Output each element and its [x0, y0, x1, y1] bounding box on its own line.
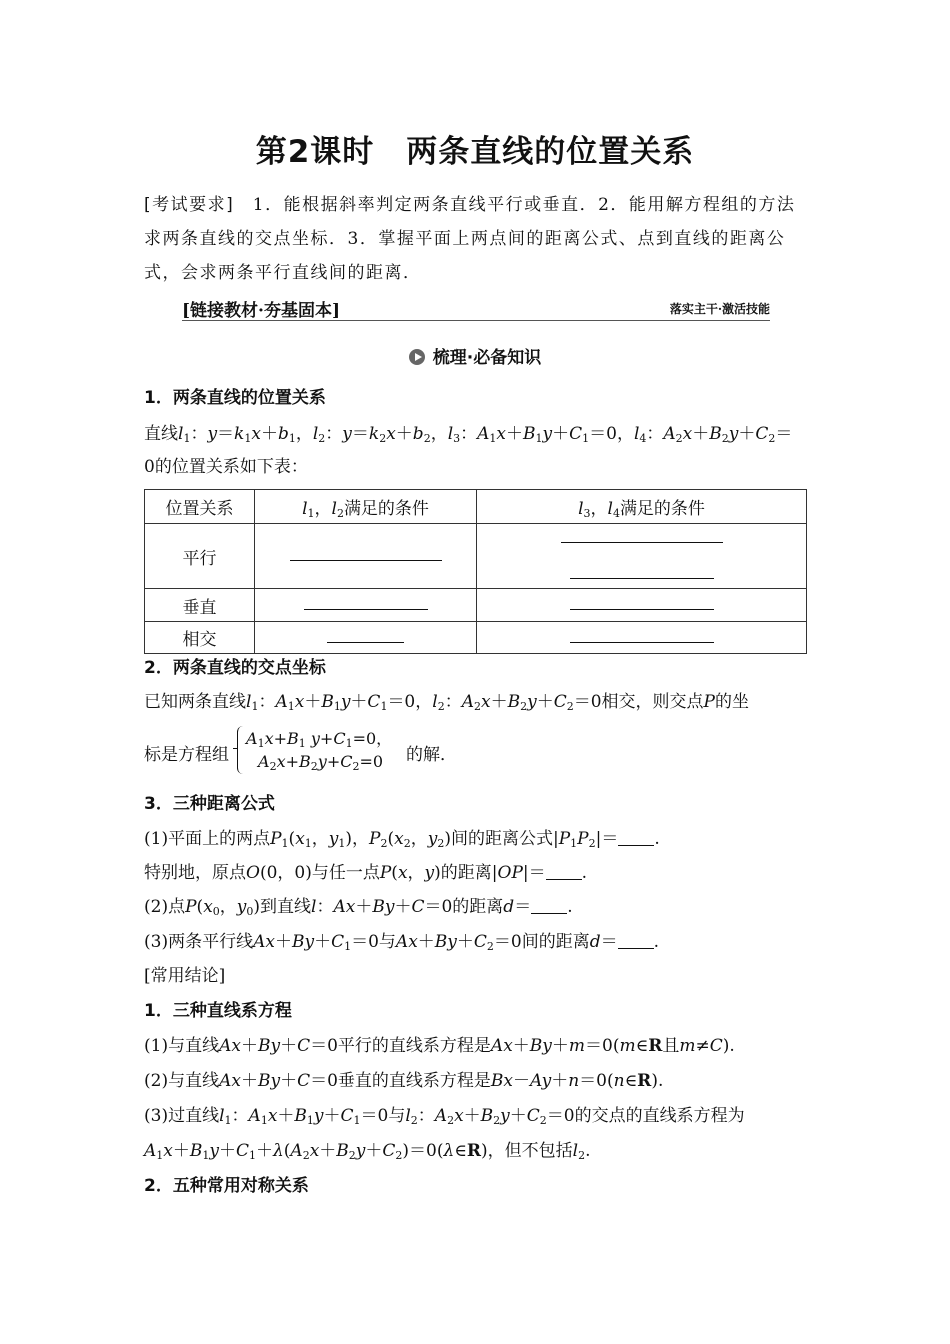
answer-blank[interactable] [290, 559, 442, 561]
table-header-row [145, 490, 807, 524]
table-row [145, 589, 807, 622]
table-row [145, 622, 807, 654]
conclusions-heading-2: 2．五种常用对称关系 [144, 1176, 309, 1196]
system-lead: 标是方程组 [144, 745, 229, 765]
distance-item-3: (3)两条平行线$Ax+By+C_1=0$与$Ax+By+C_2=0$间的距离d＝ . [144, 932, 660, 953]
answer-blank[interactable] [531, 899, 567, 914]
conclusion-item-3b: $A_1x+B_1y+C_1+\lambda(A_2x+B_2y+C_2)=0(\lambda\in R)$，但不包括$l_2$. [144, 1141, 591, 1162]
conclusion-item-2: (2)与直线Ax＋By＋C＝0垂直的直线系方程是Bx－Ay＋n＝0(n∈R). [144, 1071, 664, 1091]
left-brace [237, 726, 244, 774]
answer-blank[interactable] [546, 865, 582, 880]
row-label: 相交 [145, 622, 255, 654]
table-header: $l_3$，$l_4$满足的条件 [477, 490, 807, 524]
table-header: 位置关系 [145, 490, 255, 524]
section1-heading: 1．两条直线的位置关系 [144, 388, 326, 408]
equation-1: $A_1x+B_1$ $y+C_1=0$， [246, 729, 393, 750]
subheading-text: 梳理·必备知识 [432, 348, 542, 368]
answer-blank[interactable] [570, 608, 714, 610]
answer-cell [477, 524, 807, 589]
page-title: 第2课时 两条直线的位置关系 [255, 134, 695, 170]
answer-blank[interactable] [570, 641, 714, 643]
section1-line1: 直线$l_1$：$y=k_1x+b_1$，$l_2$：$y=k_2x+b_2$，$l_3$：$A_1x+B_1y+C_1=0$，$l_4$：$A_2x+B_2y+C_2=$ [144, 424, 793, 445]
answer-cell [477, 622, 807, 654]
answer-blank[interactable] [618, 934, 654, 949]
conclusions-heading-1: 1．三种直线系方程 [144, 1001, 292, 1021]
table-row [145, 524, 807, 589]
conclusion-item-1: (1)与直线Ax＋By＋C＝0平行的直线系方程是Ax＋By＋m＝0(m∈R且m≠C). [144, 1036, 735, 1056]
section1-line2: 0的位置关系如下表： [144, 457, 308, 477]
equation-2: $A_2x+B_2y+C_2=0$ [258, 752, 384, 773]
row-label: 垂直 [145, 589, 255, 622]
answer-cell [255, 589, 477, 622]
table-header: $l_1$，$l_2$满足的条件 [255, 490, 477, 524]
exam-requirements [144, 188, 808, 290]
row-label: 平行 [145, 524, 255, 589]
answer-blank[interactable] [327, 641, 404, 643]
answer-blank[interactable] [304, 608, 428, 610]
play-circle-icon [409, 349, 425, 365]
banner-title: [链接教材·夯基固本] [182, 301, 341, 321]
requirements-label: [考试要求] [144, 195, 235, 215]
requirements-text: 1．能根据斜率判定两条直线平行或垂直．2．能用解方程组的方法求两条直线的交点坐标．3．掌握平面上两点间的距离公式、点到直线的距离公式，会求两条平行直线间的距离． [144, 195, 796, 283]
distance-item-2: (2)点$P(x_0$，$y_0$)到直线l：Ax＋By＋C＝0的距离d＝ . [144, 897, 573, 918]
conclusions-label: [常用结论] [144, 966, 226, 986]
section3-heading: 3．三种距离公式 [144, 794, 275, 814]
answer-cell [477, 589, 807, 622]
subheading [0, 343, 950, 368]
banner-subtitle: 落实主干·激活技能 [669, 302, 770, 316]
conclusion-item-3: (3)过直线$l_1$：$A_1x+B_1y+C_1=0$与$l_2$：$A_2x+B_2y+C_2=0$的交点的直线系方程为 [144, 1106, 745, 1127]
system-tail: 的解． [406, 745, 457, 765]
section-banner [182, 296, 770, 321]
relation-table [144, 489, 807, 654]
section2-heading: 2．两条直线的交点坐标 [144, 658, 326, 678]
answer-blank[interactable] [561, 541, 723, 543]
distance-item-1: (1)平面上的两点$P_1(x_1$，$y_1$)，$P_2(x_2$，$y_2$)间的距离公式$|P_1P_2|=$ . [144, 829, 660, 850]
answer-blank[interactable] [570, 577, 714, 579]
distance-item-1b: 特别地，原点O(0，0)与任一点P(x，y)的距离|OP|＝ . [144, 863, 588, 883]
answer-cell [255, 524, 477, 589]
answer-blank[interactable] [618, 831, 654, 846]
answer-cell [255, 622, 477, 654]
section2-line1: 已知两条直线$l_1$：$A_1x+B_1y+C_1=0$，$l_2$：$A_2x+B_2y+C_2=0$相交，则交点P的坐 [144, 692, 749, 713]
